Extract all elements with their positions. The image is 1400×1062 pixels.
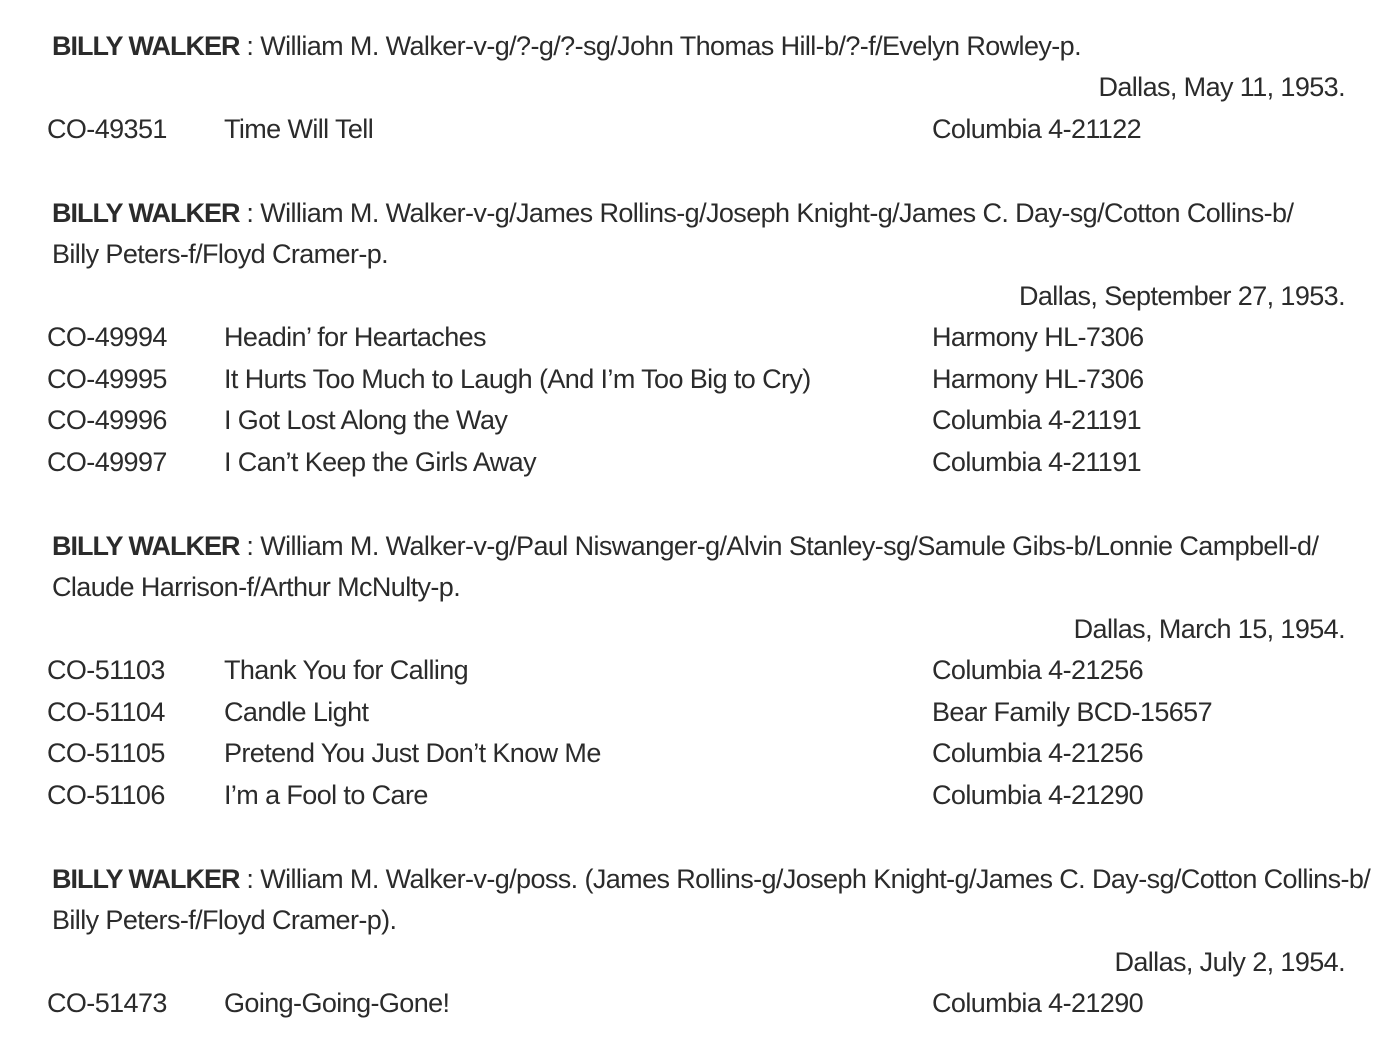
issue-number: Columbia 4-21256 — [932, 655, 1144, 685]
place-date: Dallas, March 15, 1954. — [1073, 614, 1345, 644]
track-title: Headin’ for Heartaches — [224, 322, 486, 352]
personnel-line-continued: Claude Harrison-f/Arthur McNulty-p. — [52, 572, 461, 602]
separator: : — [239, 531, 261, 561]
track-title: Thank You for Calling — [224, 655, 469, 685]
matrix-number: CO-51104 — [47, 697, 165, 727]
personnel-line-continued: Billy Peters-f/Floyd Cramer-p. — [52, 239, 389, 269]
matrix-number: CO-49996 — [47, 405, 167, 435]
artist-name: BILLY WALKER — [52, 198, 240, 228]
matrix-number: CO-49995 — [47, 364, 167, 394]
issue-number: Columbia 4-21191 — [932, 447, 1142, 477]
track-title: Going-Going-Gone! — [224, 988, 450, 1018]
artist-name: BILLY WALKER — [52, 31, 240, 61]
issue-number: Columbia 4-21122 — [932, 114, 1142, 144]
track-title: Pretend You Just Don’t Know Me — [224, 738, 601, 768]
issue-number: Columbia 4-21290 — [932, 780, 1144, 810]
separator: : — [239, 864, 261, 894]
personnel-line-continued: Billy Peters-f/Floyd Cramer-p). — [52, 905, 397, 935]
matrix-number: CO-51473 — [47, 988, 167, 1018]
personnel-line — [52, 192, 1293, 234]
place-date: Dallas, September 27, 1953. — [1018, 281, 1345, 311]
matrix-number: CO-51106 — [47, 780, 165, 810]
place-date: Dallas, July 2, 1954. — [1114, 947, 1345, 977]
artist-name: BILLY WALKER — [52, 531, 240, 561]
issue-number: Columbia 4-21256 — [932, 738, 1144, 768]
matrix-number: CO-49994 — [47, 322, 167, 352]
personnel-text: William M. Walker-v-g/?-g/?-sg/John Thomas Hill-b/?-f/Evelyn Rowley-p. — [260, 31, 1081, 61]
personnel-text: William M. Walker-v-g/poss. (James Rollins-g/Joseph Knight-g/James C. Day-sg/Cotton Collins-b/ — [260, 864, 1371, 894]
track-title: It Hurts Too Much to Laugh (And I’m Too Big to Cry) — [224, 364, 811, 394]
track-title: I’m a Fool to Care — [224, 780, 428, 810]
matrix-number: CO-49351 — [47, 114, 167, 144]
matrix-number: CO-49997 — [47, 447, 167, 477]
track-title: Candle Light — [224, 697, 369, 727]
separator: : — [239, 198, 261, 228]
separator: : — [239, 31, 261, 61]
place-date: Dallas, May 11, 1953. — [1098, 72, 1345, 102]
issue-number: Columbia 4-21191 — [932, 405, 1142, 435]
issue-number: Columbia 4-21290 — [932, 988, 1144, 1018]
matrix-number: CO-51103 — [47, 655, 165, 685]
personnel-line — [52, 25, 1081, 67]
track-title: Time Will Tell — [224, 114, 374, 144]
issue-number: Harmony HL-7306 — [932, 364, 1144, 394]
matrix-number: CO-51105 — [47, 738, 165, 768]
personnel-text: William M. Walker-v-g/Paul Niswanger-g/Alvin Stanley-sg/Samule Gibs-b/Lonnie Campbell-d/ — [260, 531, 1319, 561]
issue-number: Harmony HL-7306 — [932, 322, 1144, 352]
artist-name: BILLY WALKER — [52, 864, 240, 894]
personnel-line — [52, 525, 1318, 567]
personnel-line — [52, 858, 1370, 900]
track-title: I Can’t Keep the Girls Away — [224, 447, 536, 477]
issue-number: Bear Family BCD-15657 — [932, 697, 1213, 727]
track-title: I Got Lost Along the Way — [224, 405, 508, 435]
personnel-text: William M. Walker-v-g/James Rollins-g/Joseph Knight-g/James C. Day-sg/Cotton Collins-b/ — [260, 198, 1294, 228]
